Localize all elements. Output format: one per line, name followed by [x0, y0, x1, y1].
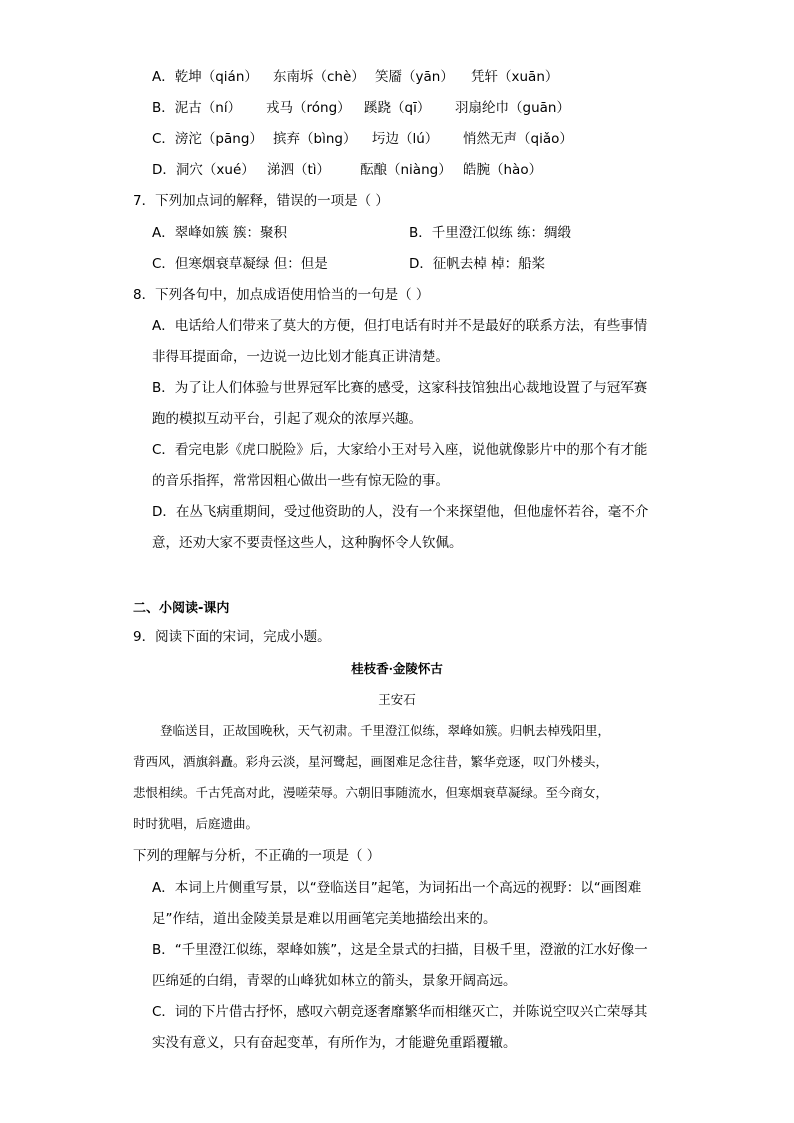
q6-item: 皓腕（hào） — [463, 162, 543, 178]
q8-line: 的音乐指挥，常常因粗心做出一些有惊无险的事。 — [152, 473, 449, 489]
q6-item: B．泥古（ní） — [152, 100, 242, 116]
q7-stem: 7．下列加点词的解释，错误的一项是（ ） — [133, 193, 389, 209]
q6-item: 圬边（lú） — [372, 131, 439, 147]
q9-stem: 9．阅读下面的宋词，完成小题。 — [133, 629, 331, 645]
q6-item: 笑靥（yān） — [375, 69, 454, 85]
q7-item: A．翠峰如簇 簇：聚积 — [152, 225, 288, 241]
q6-item: 羽扇纶巾（guān） — [455, 100, 570, 116]
q7-item: B．千里澄江似练 练：绸缎 — [409, 225, 572, 241]
poem-line: 登临送目，正故国晚秋，天气初肃。千里澄江似练，翠峰如簇。归帆去棹残阳里， — [160, 723, 611, 738]
q9-option-line: 匹绵延的白绢，青翠的山峰犹如林立的箭头，景象开阔高远。 — [152, 973, 517, 989]
q8-stem: 8．下列各句中，加点成语使用恰当的一句是（ ） — [133, 287, 430, 303]
poem-line: 时时犹唱，后庭遗曲。 — [133, 816, 259, 831]
q6-item: 悄然无声（qiǎo） — [463, 131, 573, 147]
q9-option-line: A．本词上片侧重写景，以“登临送目”起笔，为词拓出一个高远的视野：以“画图难 — [152, 880, 642, 896]
q6-item: 蹊跷（qī） — [364, 100, 431, 116]
q8-line: B．为了让人们体验与世界冠军比赛的感受，这家科技馆独出心裁地设置了与冠军赛 — [152, 380, 648, 396]
poem-author: 王安石 — [378, 692, 416, 707]
q9-option-line: C．词的下片借古抒怀，感叹六朝竞逐奢靡繁华而相继灭亡，并陈说空叹兴亡荣辱其 — [152, 1004, 648, 1020]
poem-line: 悲恨相续。千古凭高对此，漫嗟荣辱。六朝旧事随流水，但寒烟衰草凝绿。至今商女， — [133, 785, 609, 800]
q6-item: 戎马（róng） — [266, 100, 351, 116]
q8-line: 意，还劝大家不要责怪这些人，这种胸怀令人钦佩。 — [152, 535, 463, 551]
q7-item: D．征帆去棹 棹：船桨 — [409, 256, 546, 272]
poem-line: 背西风，酒旗斜矗。彩舟云淡，星河鹭起，画图难足念往昔，繁华竞逐，叹门外楼头， — [133, 754, 609, 769]
q9-option-line: B．“千里澄江似练，翠峰如簇”，这是全景式的扫描，目极千里，澄澈的江水好像一 — [152, 942, 648, 958]
q8-line: 非得耳提面命，一边说一边比划才能真正讲清楚。 — [152, 349, 449, 365]
q6-item: D．洞穴（xué） — [152, 162, 255, 178]
q6-item: 酝酿（niàng） — [360, 162, 452, 178]
q6-item: 凭轩（xuān） — [471, 69, 559, 85]
section-heading: 二、小阅读-课内 — [133, 601, 230, 616]
q9-option-line: 足”作结，道出金陵美景是难以用画笔完美地描绘出来的。 — [152, 911, 497, 927]
q6-item: 涕泗（tì） — [267, 162, 331, 178]
q8-line: A．电话给人们带来了莫大的方便，但打电话有时并不是最好的联系方法，有些事情 — [152, 318, 648, 334]
q8-line: 跑的模拟互动平台，引起了观众的浓厚兴趣。 — [152, 411, 422, 427]
q8-line: D．在丛飞病重期间，受过他资助的人，没有一个来探望他，但他虚怀若谷，毫不介 — [152, 504, 649, 520]
q8-line: C．看完电影《虎口脱险》后，大家给小王对号入座，说他就像影片中的那个有才能 — [152, 442, 648, 458]
q6-item: 摈弃（bìng） — [273, 131, 357, 147]
q6-item: A．乾坤（qián） — [152, 69, 258, 85]
q9-option-line: 实没有意义，只有奋起变革，有所作为，才能避免重蹈覆辙。 — [152, 1035, 517, 1051]
q6-item: C．滂沱（pāng） — [152, 131, 263, 147]
q7-item: C．但寒烟衰草凝绿 但：但是 — [152, 256, 328, 272]
poem-title: 桂枝香·金陵怀古 — [351, 661, 443, 676]
q9-sub-stem: 下列的理解与分析，不正确的一项是（ ） — [133, 848, 381, 864]
q6-item: 东南坼（chè） — [273, 69, 365, 85]
